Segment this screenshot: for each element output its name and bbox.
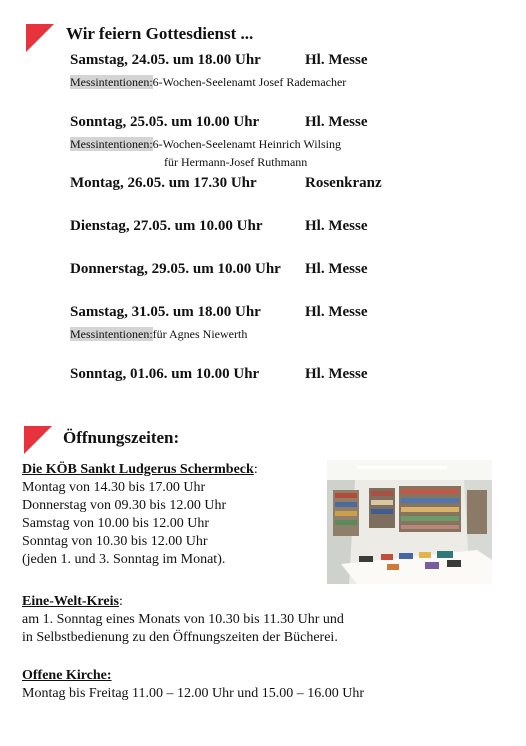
- service-type: Hl. Messe: [305, 261, 368, 277]
- service-entry: [70, 114, 368, 171]
- open-church-title: Offene Kirche:: [22, 668, 112, 683]
- library-hours-line: Sonntag von 10.30 bis 12.00 Uhr: [22, 534, 208, 549]
- service-date: Dienstag, 27.05. um 10.00 Uhr: [70, 218, 263, 234]
- library-title-colon: :: [253, 462, 258, 477]
- service-date: Sonntag, 25.05. um 10.00 Uhr: [70, 114, 260, 130]
- intention-label: Messintentionen:: [70, 75, 153, 89]
- intention-label: Messintentionen:: [70, 327, 153, 341]
- service-date: Samstag, 31.05. um 18.00 Uhr: [70, 304, 261, 320]
- worship-heading: Wir feiern Gottesdienst ...: [66, 24, 254, 43]
- one-world-title-colon: :: [118, 594, 123, 609]
- service-entry: [70, 52, 368, 91]
- one-world-line: am 1. Sonntag eines Monats von 10.30 bis 11.30 Uhr und: [22, 612, 344, 627]
- library-hours-line: Samstag von 10.00 bis 12.00 Uhr: [22, 516, 210, 531]
- one-world-title: Eine-Welt-Kreis: [22, 594, 119, 609]
- library-hours-line: (jeden 1. und 3. Sonntag im Monat).: [22, 552, 226, 567]
- intention-text: 6-Wochen-Seelenamt Heinrich Wilsing: [152, 137, 341, 151]
- intention-label: Messintentionen:: [70, 137, 153, 151]
- library-title: Die KÖB Sankt Ludgerus Schermbeck: [22, 462, 254, 477]
- service-date: Montag, 26.05. um 17.30 Uhr: [70, 175, 257, 191]
- intention-text-line2: für Hermann-Josef Ruthmann: [164, 155, 308, 169]
- service-type: Hl. Messe: [305, 52, 368, 68]
- service-type: Hl. Messe: [305, 218, 368, 234]
- service-date: Sonntag, 01.06. um 10.00 Uhr: [70, 366, 260, 382]
- service-entry: [70, 304, 368, 343]
- open-church-section: [22, 667, 364, 703]
- red-triangle-icon: [24, 426, 52, 454]
- intention-text: für Agnes Niewerth: [152, 327, 248, 341]
- service-type: Rosenkranz: [305, 175, 382, 191]
- service-date: Samstag, 24.05. um 18.00 Uhr: [70, 52, 261, 68]
- open-church-line: Montag bis Freitag 11.00 – 12.00 Uhr und 15.00 – 16.00 Uhr: [22, 686, 365, 701]
- service-date: Donnerstag, 29.05. um 10.00 Uhr: [70, 261, 281, 277]
- library-photo: [327, 460, 492, 584]
- library-hours-line: Montag von 14.30 bis 17.00 Uhr: [22, 480, 206, 495]
- intention-text: 6-Wochen-Seelenamt Josef Rademacher: [152, 75, 347, 89]
- opening-hours-heading: Öffnungszeiten:: [63, 428, 180, 447]
- service-type: Hl. Messe: [305, 114, 368, 130]
- service-type: Hl. Messe: [305, 366, 368, 382]
- library-section: [22, 461, 258, 569]
- red-triangle-icon: [26, 24, 54, 52]
- one-world-line: in Selbstbedienung zu den Öffnungszeiten der Bücherei.: [22, 630, 338, 645]
- service-type: Hl. Messe: [305, 304, 368, 320]
- library-hours-line: Donnerstag von 09.30 bis 12.00 Uhr: [22, 498, 227, 513]
- one-world-section: [22, 593, 344, 647]
